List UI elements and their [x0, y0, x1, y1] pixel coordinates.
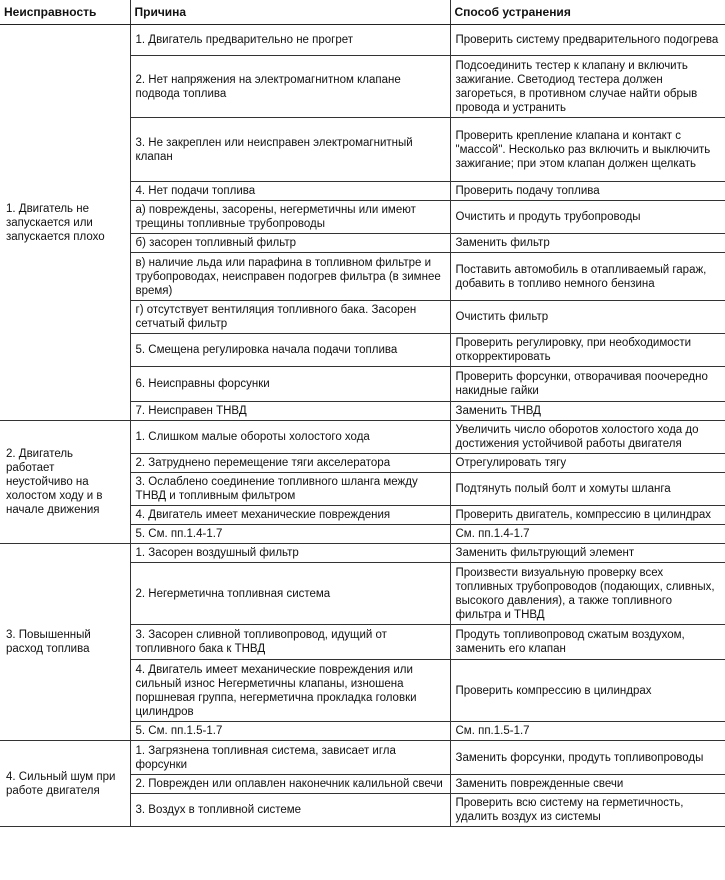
remedy-cell: Поставить автомобиль в отапливаемый гараж, добавить в топливо немного бензина [450, 253, 725, 301]
remedy-cell: Проверить компрессию в цилиндрах [450, 660, 725, 722]
remedy-cell: Подтянуть полый болт и хомуты шланга [450, 473, 725, 506]
remedy-cell: Проверить регулировку, при необходимости откорректировать [450, 334, 725, 367]
remedy-cell: Заменить поврежденные свечи [450, 775, 725, 794]
remedy-cell: Заменить фильтр [450, 234, 725, 253]
remedy-cell: Проверить форсунки, отворачивая поочередно накидные гайки [450, 367, 725, 402]
remedy-cell: Продуть топливопровод сжатым воздухом, заменить его клапан [450, 625, 725, 660]
cause-cell: в) наличие льда или парафина в топливном фильтре и трубопроводах, неисправен подогрев фильтра (в зимнее время) [130, 253, 450, 301]
cause-cell: 2. Затруднено перемещение тяги акселератора [130, 454, 450, 473]
table-row [0, 544, 725, 563]
cause-column-header: Причина [130, 0, 450, 25]
remedy-cell: Заменить форсунки, продуть топливопроводы [450, 741, 725, 775]
remedy-cell: Очистить и продуть трубопроводы [450, 201, 725, 234]
cause-cell: 7. Неисправен ТНВД [130, 402, 450, 421]
remedy-cell: Заменить ТНВД [450, 402, 725, 421]
cause-cell: 1. Загрязнена топливная система, зависает игла форсунки [130, 741, 450, 775]
cause-cell: 1. Засорен воздушный фильтр [130, 544, 450, 563]
header-row [0, 0, 725, 25]
remedy-cell: Произвести визуальную проверку всех топливных трубопроводов (подающих, сливных, высокого давления), а также топливного фильтра и ТНВД [450, 563, 725, 625]
table-row [0, 25, 725, 56]
fault-column-header: Неисправность [0, 0, 130, 25]
fault-cell: 1. Двигатель не запускается или запускается плохо [0, 25, 130, 421]
remedy-cell: Проверить двигатель, компрессию в цилиндрах [450, 506, 725, 525]
table-row [0, 421, 725, 454]
fault-cell: 3. Повышенный расход топлива [0, 544, 130, 741]
cause-cell: 4. Двигатель имеет механические повреждения или сильный износ Негерметичны клапаны, изношена поршневая группа, негерметична прокладка головки цилиндров [130, 660, 450, 722]
remedy-column-header: Способ устранения [450, 0, 725, 25]
cause-cell: 6. Неисправны форсунки [130, 367, 450, 402]
table-row [0, 741, 725, 775]
remedy-cell: Проверить крепление клапана и контакт с "массой". Несколько раз включить и выключить зажигание; при этом клапан должен щелкать [450, 118, 725, 182]
remedy-cell: Отрегулировать тягу [450, 454, 725, 473]
cause-cell: 3. Ослаблено соединение топливного шланга между ТНВД и топливным фильтром [130, 473, 450, 506]
remedy-cell: Проверить систему предварительного подогрева [450, 25, 725, 56]
fault-cell: 2. Двигатель работает неустойчиво на холостом ходу и в начале движения [0, 421, 130, 544]
remedy-cell: См. пп.1.5-1.7 [450, 722, 725, 741]
cause-cell: 4. Нет подачи топлива [130, 182, 450, 201]
cause-cell: 3. Воздух в топливной системе [130, 794, 450, 827]
cause-cell: 5. См. пп.1.4-1.7 [130, 525, 450, 544]
cause-cell: 2. Негерметична топливная система [130, 563, 450, 625]
cause-cell: 3. Не закреплен или неисправен электромагнитный клапан [130, 118, 450, 182]
remedy-cell: Увеличить число оборотов холостого хода до достижения устойчивой работы двигателя [450, 421, 725, 454]
remedy-cell: Проверить всю систему на герметичность, удалить воздух из системы [450, 794, 725, 827]
cause-cell: 2. Поврежден или оплавлен наконечник калильной свечи [130, 775, 450, 794]
remedy-cell: Проверить подачу топлива [450, 182, 725, 201]
cause-cell: 5. Смещена регулировка начала подачи топлива [130, 334, 450, 367]
cause-cell: 2. Нет напряжения на электромагнитном клапане подвода топлива [130, 56, 450, 118]
cause-cell: 5. См. пп.1.5-1.7 [130, 722, 450, 741]
cause-cell: б) засорен топливный фильтр [130, 234, 450, 253]
cause-cell: 1. Двигатель предварительно не прогрет [130, 25, 450, 56]
remedy-cell: Очистить фильтр [450, 301, 725, 334]
remedy-cell: См. пп.1.4-1.7 [450, 525, 725, 544]
remedy-cell: Заменить фильтрующий элемент [450, 544, 725, 563]
cause-cell: 3. Засорен сливной топливопровод, идущий от топливного бака к ТНВД [130, 625, 450, 660]
fault-cell: 4. Сильный шум при работе двигателя [0, 741, 130, 827]
cause-cell: 4. Двигатель имеет механические повреждения [130, 506, 450, 525]
remedy-cell: Подсоединить тестер к клапану и включить зажигание. Светодиод тестера должен загореться, в противном случае найти обрыв провода и устранить [450, 56, 725, 118]
cause-cell: а) повреждены, засорены, негерметичны или имеют трещины топливные трубопроводы [130, 201, 450, 234]
cause-cell: 1. Слишком малые обороты холостого хода [130, 421, 450, 454]
cause-cell: г) отсутствует вентиляция топливного бака. Засорен сетчатый фильтр [130, 301, 450, 334]
